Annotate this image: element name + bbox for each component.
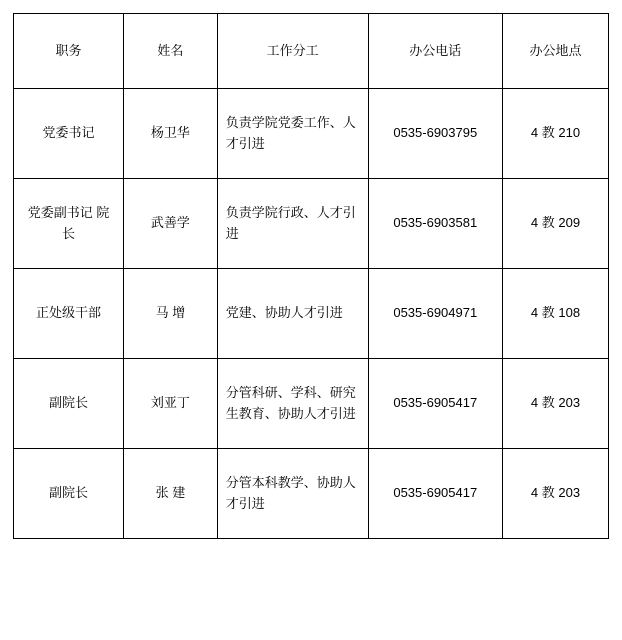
staff-directory-table xyxy=(13,13,609,539)
cell-name: 刘亚丁 xyxy=(124,359,218,449)
cell-name: 马 增 xyxy=(124,269,218,359)
cell-phone: 0535-6905417 xyxy=(368,449,502,539)
cell-office: 4 教 203 xyxy=(503,449,609,539)
cell-office: 4 教 210 xyxy=(503,89,609,179)
cell-duty: 负责学院党委工作、人才引进 xyxy=(217,89,368,179)
cell-duty: 分管科研、学科、研究生教育、协助人才引进 xyxy=(217,359,368,449)
cell-phone: 0535-6905417 xyxy=(368,359,502,449)
column-header-office: 办公地点 xyxy=(503,14,609,89)
cell-phone: 0535-6903581 xyxy=(368,179,502,269)
cell-office: 4 教 209 xyxy=(503,179,609,269)
cell-position: 副院长 xyxy=(14,359,124,449)
cell-name: 武善学 xyxy=(124,179,218,269)
cell-phone: 0535-6903795 xyxy=(368,89,502,179)
cell-duty: 分管本科教学、协助人才引进 xyxy=(217,449,368,539)
cell-office: 4 教 108 xyxy=(503,269,609,359)
cell-position: 副院长 xyxy=(14,449,124,539)
cell-position: 党委书记 xyxy=(14,89,124,179)
cell-position: 正处级干部 xyxy=(14,269,124,359)
column-header-position: 职务 xyxy=(14,14,124,89)
cell-phone: 0535-6904971 xyxy=(368,269,502,359)
column-header-phone: 办公电话 xyxy=(368,14,502,89)
cell-position: 党委副书记 院长 xyxy=(14,179,124,269)
cell-duty: 党建、协助人才引进 xyxy=(217,269,368,359)
table-row xyxy=(14,269,609,359)
column-header-name: 姓名 xyxy=(124,14,218,89)
table-row xyxy=(14,359,609,449)
table-header-row xyxy=(14,14,609,89)
column-header-duty: 工作分工 xyxy=(217,14,368,89)
cell-duty: 负责学院行政、人才引进 xyxy=(217,179,368,269)
table-row xyxy=(14,179,609,269)
table-row xyxy=(14,89,609,179)
cell-name: 杨卫华 xyxy=(124,89,218,179)
cell-office: 4 教 203 xyxy=(503,359,609,449)
table-row xyxy=(14,449,609,539)
table-header xyxy=(14,14,609,89)
cell-name: 张 建 xyxy=(124,449,218,539)
table-body xyxy=(14,89,609,539)
